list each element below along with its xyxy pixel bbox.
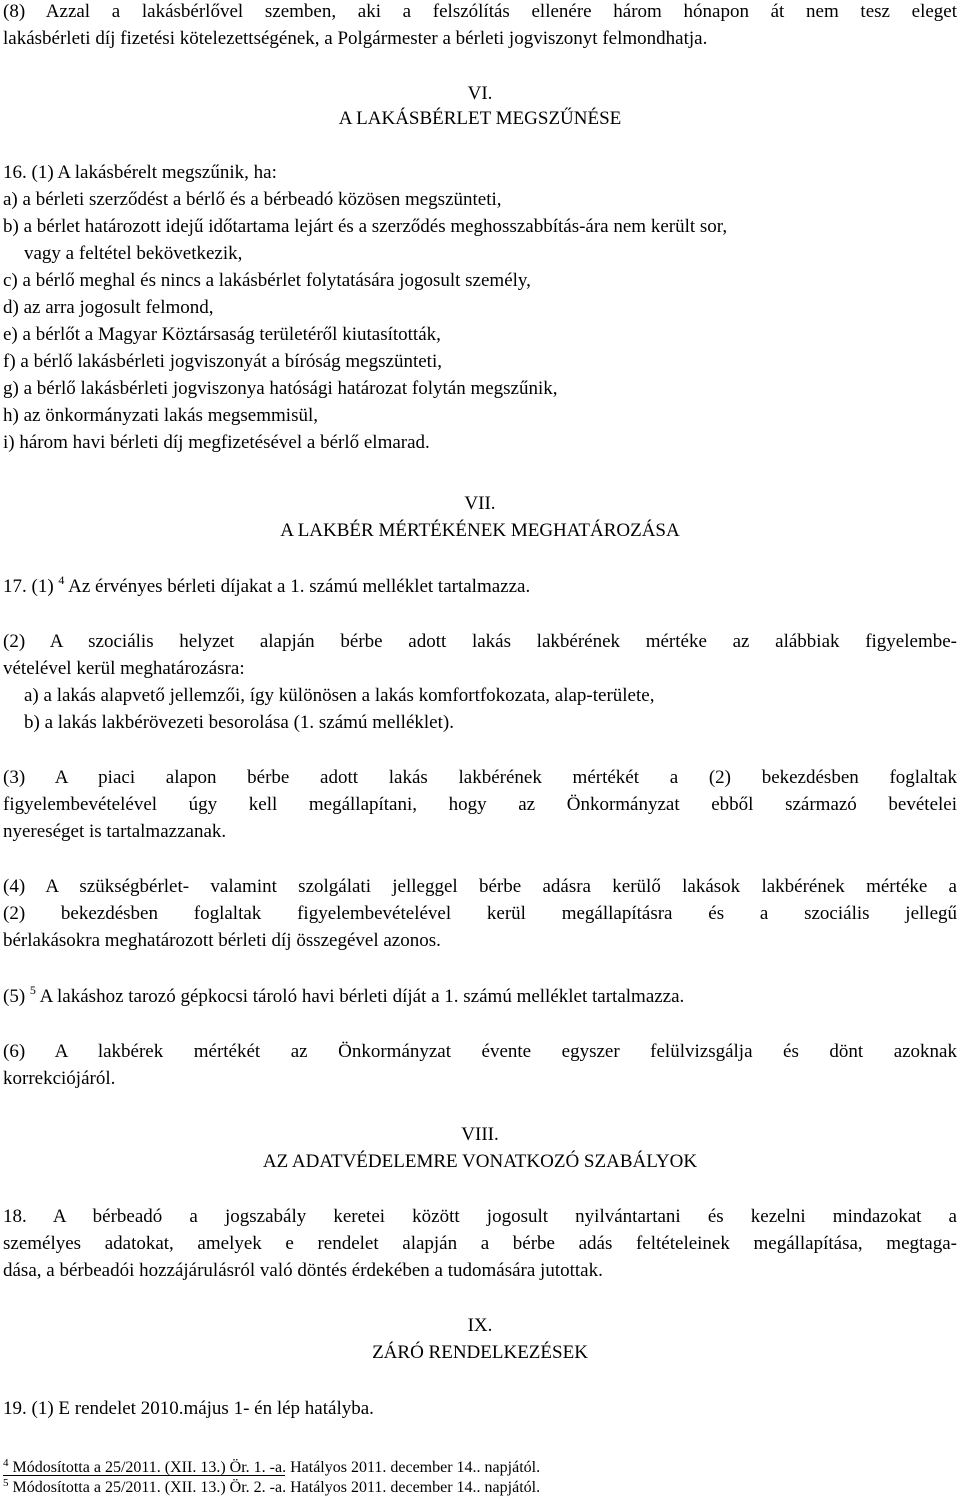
section-17-paragraph-1: 17. (1) $^4$ Az érvényes bérleti díjakat a 1. számú melléklet tartalmazza. — [3, 573, 531, 597]
section-18-line-2: személyes adatokat, amelyek e rendelet alapján a bérbe adás feltételeinek megállapítása, megtaga- — [3, 1233, 957, 1254]
section-17-paragraph-3-line-3: nyereséget is tartalmazzanak. — [3, 821, 227, 842]
footnote-ref-5[interactable]: 5 — [29, 983, 36, 997]
paragraph-8-line-1: (8) Azzal a lakásbérlővel szemben, aki a felszólítás ellenére három hónapon át nem tesz eleget — [3, 1, 957, 22]
section-ix-number: IX. — [467, 1315, 493, 1336]
list-item-f: f) a bérlő lakásbérleti jogviszonyát a bíróság megszünteti, — [3, 351, 442, 372]
section-viii-number: VIII. — [461, 1124, 499, 1145]
list-item-b-cont: vagy a feltétel bekövetkezik, — [24, 243, 243, 264]
section-17-paragraph-6-line-2: korrekciójáról. — [3, 1068, 116, 1089]
list-item-i: i) három havi bérleti díj megfizetésével a bérlő elmarad. — [3, 432, 430, 453]
section-17-paragraph-2-line-2: vételével kerül meghatározásra: — [3, 658, 245, 679]
section-vi-number: VI. — [467, 83, 493, 104]
section-17-paragraph-3-line-2: figyelembevételével úgy kell megállapítani, hogy az Önkormányzat ebből származó bevételei — [3, 794, 957, 815]
footnote-5: $^5$ Módosította a 25/2011. (XII. 13.) Ör. 2. -a. Hatályos 2011. december 14.. napjától. — [3, 1477, 541, 1496]
section-18-line-3: dása, a bérbeadói hozzájárulásról való döntés érdekében a tudomására jutottak. — [3, 1260, 603, 1281]
section-17-paragraph-4-line-2: (2) bekezdésben foglaltak figyelembevételével kerül megállapításra és a szociális jellegű — [3, 903, 957, 924]
section-18-line-1: 18. A bérbeadó a jogszabály keretei között jogosult nyilvántartani és kezelni mindazokat a — [3, 1206, 957, 1227]
list-item-g: g) a bérlő lakásbérleti jogviszonya hatósági határozat folytán megszűnik, — [3, 378, 558, 399]
section-vii-number: VII. — [464, 493, 496, 514]
paragraph-8-line-2: lakásbérleti díj fizetési kötelezettségének, a Polgármester a bérleti jogviszonyt felmondhatja. — [3, 28, 708, 49]
list-item-b: b) a bérlet határozott idejű időtartama lejárt és a szerződés meghosszabbítás-ára nem került sor, — [3, 216, 728, 237]
section-19: 19. (1) E rendelet 2010.május 1- én lép hatályba. — [3, 1398, 374, 1419]
list-item-d: d) az arra jogosult felmond, — [3, 297, 214, 318]
section-17-paragraph-4-line-1: (4) A szükségbérlet- valamint szolgálati jelleggel bérbe adásra kerülő lakások lakbérének mértéke a — [3, 876, 957, 897]
section-17-paragraph-5: (5) $^5$ A lakáshoz tarozó gépkocsi tároló havi bérleti díját a 1. számú melléklet tartalmazza. — [3, 983, 685, 1007]
footnote-ref-4[interactable]: 4 — [58, 573, 65, 587]
list-item-e: e) a bérlőt a Magyar Köztársaság területéről kiutasították, — [3, 324, 441, 345]
list-item-a: a) a bérleti szerződést a bérlő és a bérbeadó közösen megszünteti, — [3, 189, 502, 210]
section-17-paragraph-3-line-1: (3) A piaci alapon bérbe adott lakás lakbérének mértékét a (2) bekezdésben foglaltak — [3, 767, 957, 788]
section-17-paragraph-4-line-3: bérlakásokra meghatározott bérleti díj összegével azonos. — [3, 930, 441, 951]
list-item-h: h) az önkormányzati lakás megsemmisül, — [3, 405, 318, 426]
list-item-c: c) a bérlő meghal és nincs a lakásbérlet folytatására jogosult személy, — [3, 270, 531, 291]
section-17-item-a: a) a lakás alapvető jellemzői, így különösen a lakás komfortfokozata, alap-területe, — [24, 685, 655, 706]
section-vi-title: A LAKÁSBÉRLET MEGSZŰNÉSE — [338, 108, 622, 129]
section-17-paragraph-2-line-1: (2) A szociális helyzet alapján bérbe adott lakás lakbérének mértéke az alábbiak figyelembe- — [3, 631, 957, 652]
section-16-heading: 16. (1) A lakásbérelt megszűnik, ha: — [3, 162, 277, 183]
section-ix-title: ZÁRÓ RENDELKEZÉSEK — [372, 1342, 588, 1363]
section-17-paragraph-6-line-1: (6) A lakbérek mértékét az Önkormányzat évente egyszer felülvizsgálja és dönt azoknak — [3, 1041, 957, 1062]
section-17-item-b: b) a lakás lakbérövezeti besorolása (1. számú melléklet). — [24, 712, 454, 733]
section-viii-title: AZ ADATVÉDELEMRE VONATKOZÓ SZABÁLYOK — [262, 1151, 698, 1172]
section-vii-title: A LAKBÉR MÉRTÉKÉNEK MEGHATÁROZÁSA — [280, 520, 680, 541]
footnote-4: $^4$ Módosította a 25/2011. (XII. 13.) Ör. 1. -a. Hatályos 2011. december 14.. napjától. — [3, 1457, 541, 1476]
